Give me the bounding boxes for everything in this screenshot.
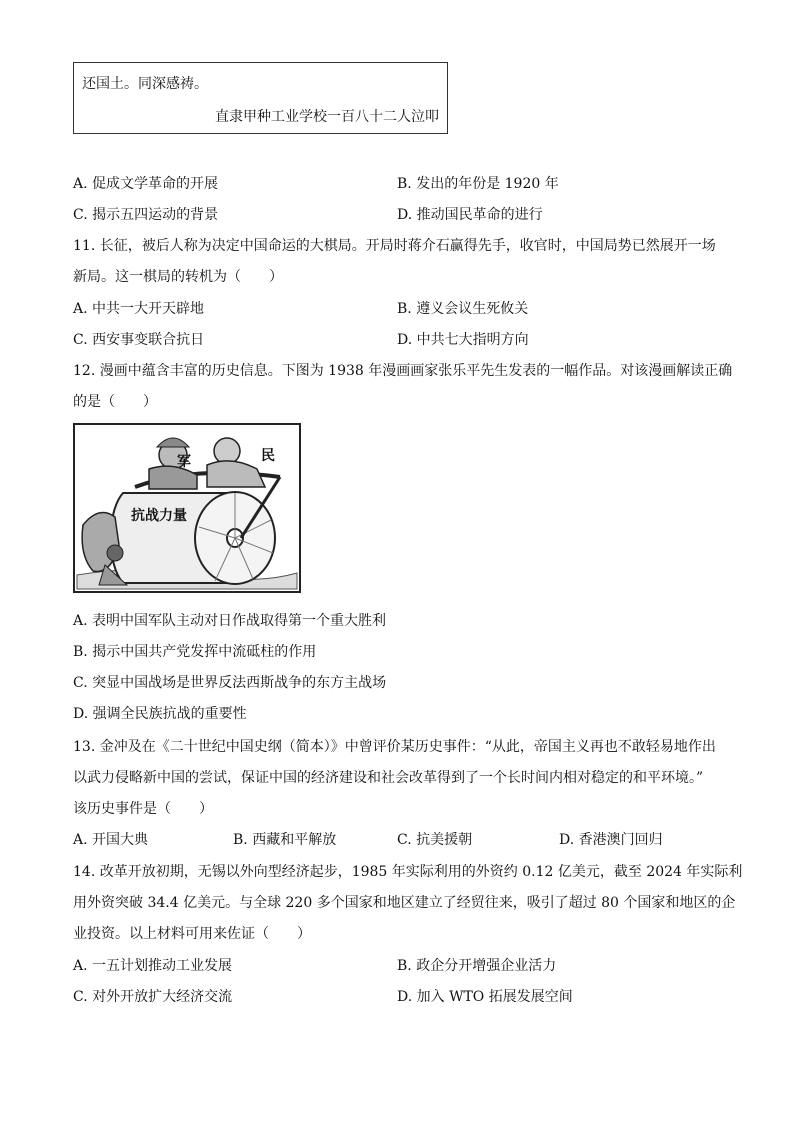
q12-stem-line1: 12. 漫画中蕴含丰富的历史信息。下图为 1938 年漫画画家张乐平先生发表的一幅作品。对该漫画解读正确 bbox=[73, 363, 733, 379]
q13-option-c[interactable]: C. 抗美援朝 bbox=[397, 832, 473, 848]
cartoon-label-people: 民 bbox=[261, 448, 275, 464]
q10-option-d[interactable]: D. 推动国民革命的进行 bbox=[397, 207, 543, 223]
quote-signature: 直隶甲种工业学校一百八十二人泣叩 bbox=[215, 109, 439, 125]
q12-stem-line2: 的是（ ） bbox=[73, 394, 157, 410]
quote-box bbox=[73, 62, 448, 134]
q14-option-c[interactable]: C. 对外开放扩大经济交流 bbox=[73, 989, 233, 1005]
q11-option-c[interactable]: C. 西安事变联合抗日 bbox=[73, 332, 205, 348]
q11-option-a[interactable]: A. 中共一大开天辟地 bbox=[73, 301, 205, 317]
q10-option-b[interactable]: B. 发出的年份是 1920 年 bbox=[397, 176, 559, 192]
q12-option-d[interactable]: D. 强调全民族抗战的重要性 bbox=[73, 706, 247, 722]
q14-option-d[interactable]: D. 加入 WTO 拓展发展空间 bbox=[397, 989, 573, 1005]
q13-option-d[interactable]: D. 香港澳门回归 bbox=[559, 832, 663, 848]
q12-option-c[interactable]: C. 突显中国战场是世界反法西斯战争的东方主战场 bbox=[73, 675, 387, 691]
q13-stem-line2: 以武力侵略新中国的尝试，保证中国的经济建设和社会改革得到了一个长时间内相对稳定的和平环境。” bbox=[73, 770, 704, 786]
q13-option-a[interactable]: A. 开国大典 bbox=[73, 832, 149, 848]
q11-stem-line1: 11. 长征，被后人称为决定中国命运的大棋局。开局时蒋介石赢得先手，收官时，中国局势已然展开一场 bbox=[73, 238, 716, 254]
q13-option-b[interactable]: B. 西藏和平解放 bbox=[233, 832, 337, 848]
q11-option-b[interactable]: B. 遵义会议生死攸关 bbox=[397, 301, 529, 317]
q10-option-c[interactable]: C. 揭示五四运动的背景 bbox=[73, 207, 219, 223]
quote-line: 还国土。同深感祷。 bbox=[82, 76, 208, 92]
q11-stem-line2: 新局。这一棋局的转机为（ ） bbox=[73, 269, 283, 285]
cartoon-label-army: 军 bbox=[177, 454, 191, 470]
q10-option-a[interactable]: A. 促成文学革命的开展 bbox=[73, 176, 219, 192]
cartoon-image bbox=[73, 423, 301, 593]
q14-stem-line2: 用外资突破 34.4 亿美元。与全球 220 多个国家和地区建立了经贸往来，吸引了超过 80 个国家和地区的企 bbox=[73, 895, 736, 911]
q14-stem-line3: 业投资。以上材料可用来佐证（ ） bbox=[73, 926, 311, 942]
q12-option-a[interactable]: A. 表明中国军队主动对日作战取得第一个重大胜利 bbox=[73, 613, 387, 629]
cartoon-label-roller: 抗战力量 bbox=[131, 508, 187, 524]
q14-option-a[interactable]: A. 一五计划推动工业发展 bbox=[73, 958, 233, 974]
q13-stem-line1: 13. 金冲及在《二十世纪中国史纲（简本）》中曾评价某历史事件：“从此，帝国主义再也不敢轻易地作出 bbox=[73, 739, 716, 755]
q12-option-b[interactable]: B. 揭示中国共产党发挥中流砥柱的作用 bbox=[73, 644, 317, 660]
q14-stem-line1: 14. 改革开放初期，无锡以外向型经济起步，1985 年实际利用的外资约 0.12 亿美元，截至 2024 年实际利 bbox=[73, 864, 743, 880]
q11-option-d[interactable]: D. 中共七大指明方向 bbox=[397, 332, 529, 348]
q13-stem-line3: 该历史事件是（ ） bbox=[73, 801, 213, 817]
q14-option-b[interactable]: B. 政企分开增强企业活力 bbox=[397, 958, 557, 974]
